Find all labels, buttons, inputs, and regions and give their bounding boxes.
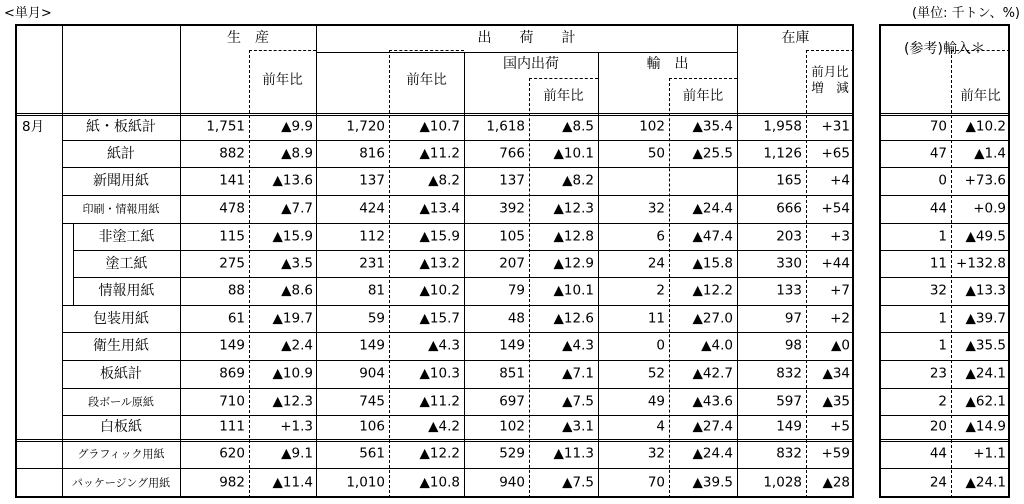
row-label: 白板紙 bbox=[100, 419, 142, 435]
cell-prod-yoy: ▲7.7 bbox=[281, 200, 313, 217]
cell-ship-yoy: ▲13.4 bbox=[419, 200, 460, 217]
cell-inv: 98 bbox=[784, 337, 802, 354]
table-row bbox=[0, 415, 1024, 439]
cell-exp-yoy: ▲42.7 bbox=[692, 365, 733, 382]
cell-prod-yoy: ▲19.7 bbox=[272, 309, 313, 326]
row-label: 板紙計 bbox=[100, 366, 142, 382]
cell-dom: 697 bbox=[499, 392, 525, 409]
cell-imp-yoy: ▲10.2 bbox=[965, 117, 1006, 134]
cell-prod: 88 bbox=[227, 282, 245, 299]
cell-inv-chg: +3 bbox=[830, 227, 850, 244]
cell-exp: 11 bbox=[647, 309, 665, 326]
cell-exp-yoy: ▲43.6 bbox=[692, 392, 733, 409]
row-label: 衛生用紙 bbox=[93, 338, 149, 354]
cell-inv-chg: +7 bbox=[830, 282, 850, 299]
cell-ship: 1,010 bbox=[346, 474, 385, 491]
cell-inv-chg: +5 bbox=[830, 418, 850, 435]
cell-dom: 137 bbox=[499, 172, 525, 189]
cell-dom: 940 bbox=[499, 474, 525, 491]
header-domestic-yoy: 前年比 bbox=[543, 88, 584, 104]
cell-dom: 149 bbox=[499, 337, 525, 354]
cell-dom-yoy: ▲8.2 bbox=[562, 172, 594, 189]
cell-dom: 105 bbox=[499, 227, 525, 244]
cell-imp: 20 bbox=[929, 418, 947, 435]
table-row bbox=[0, 360, 1024, 388]
header-production: 生 産 bbox=[227, 30, 269, 46]
cell-prod-yoy: ▲15.9 bbox=[272, 227, 313, 244]
cell-ship-yoy: ▲15.7 bbox=[419, 309, 460, 326]
cell-exp-yoy: ▲25.5 bbox=[692, 144, 733, 161]
cell-dom-yoy: ▲7.5 bbox=[562, 392, 594, 409]
cell-prod-yoy: ▲9.1 bbox=[281, 444, 313, 461]
cell-ship: 149 bbox=[359, 337, 385, 354]
cell-inv-chg: ▲0 bbox=[831, 337, 850, 354]
cell-exp: 70 bbox=[647, 474, 665, 491]
cell-imp: 24 bbox=[929, 474, 947, 491]
cell-ship: 81 bbox=[367, 282, 385, 299]
cell-prod: 115 bbox=[219, 227, 245, 244]
cell-ship: 1,720 bbox=[346, 117, 385, 134]
cell-dom-yoy: ▲4.3 bbox=[562, 337, 594, 354]
header-domestic-shipments: 国内出荷 bbox=[503, 56, 559, 72]
cell-inv-chg: +65 bbox=[821, 144, 850, 161]
cell-dom-yoy: ▲12.8 bbox=[553, 227, 594, 244]
cell-prod: 710 bbox=[219, 392, 245, 409]
cell-dom: 766 bbox=[499, 144, 525, 161]
table-row bbox=[0, 277, 1024, 305]
cell-exp: 0 bbox=[656, 337, 665, 354]
cell-inv: 666 bbox=[776, 200, 802, 217]
cell-prod: 478 bbox=[219, 200, 245, 217]
cell-imp: 47 bbox=[929, 144, 947, 161]
cell-exp-yoy: ▲24.4 bbox=[692, 200, 733, 217]
cell-exp: 102 bbox=[639, 117, 665, 134]
cell-inv-chg: +54 bbox=[821, 200, 850, 217]
cell-ship: 231 bbox=[359, 254, 385, 271]
cell-ship-yoy: ▲13.2 bbox=[419, 254, 460, 271]
cell-prod-yoy: ▲12.3 bbox=[272, 392, 313, 409]
cell-inv: 1,126 bbox=[763, 144, 802, 161]
table-row bbox=[0, 223, 1024, 250]
cell-ship-yoy: ▲4.3 bbox=[428, 337, 460, 354]
cell-ship: 59 bbox=[367, 309, 385, 326]
cell-imp: 32 bbox=[929, 282, 947, 299]
cell-imp-yoy: +132.8 bbox=[956, 254, 1006, 271]
cell-dom-yoy: ▲3.1 bbox=[562, 418, 594, 435]
cell-exp-yoy: ▲24.4 bbox=[692, 444, 733, 461]
cell-imp-yoy: +73.6 bbox=[964, 172, 1006, 189]
cell-imp-yoy: +1.1 bbox=[973, 444, 1006, 461]
caption-monthly: <単月> bbox=[4, 6, 52, 21]
row-label: 塗工紙 bbox=[105, 255, 148, 272]
cell-ship-yoy: ▲10.3 bbox=[419, 365, 460, 382]
cell-exp-yoy: ▲39.5 bbox=[692, 474, 733, 491]
cell-dom-yoy: ▲11.3 bbox=[553, 444, 594, 461]
table-row bbox=[0, 140, 1024, 167]
cell-exp-yoy: ▲15.8 bbox=[692, 254, 733, 271]
cell-inv: 597 bbox=[776, 392, 802, 409]
cell-exp: 32 bbox=[647, 200, 665, 217]
cell-dom: 207 bbox=[499, 254, 525, 271]
table-row bbox=[0, 439, 1024, 468]
cell-prod-yoy: ▲13.6 bbox=[272, 172, 313, 189]
row-label: 紙計 bbox=[107, 145, 135, 162]
cell-exp-yoy: ▲35.4 bbox=[692, 117, 733, 134]
cell-imp-yoy: ▲13.3 bbox=[965, 282, 1006, 299]
cell-ship-yoy: ▲4.2 bbox=[428, 418, 460, 435]
cell-dom-yoy: ▲7.1 bbox=[562, 365, 594, 382]
cell-inv-chg: ▲28 bbox=[822, 474, 850, 491]
cell-imp-yoy: ▲1.4 bbox=[974, 144, 1006, 161]
cell-imp: 11 bbox=[929, 254, 947, 271]
cell-exp: 50 bbox=[647, 144, 665, 161]
cell-imp: 23 bbox=[929, 365, 947, 382]
row-label: 印刷・情報用紙 bbox=[82, 202, 160, 216]
cell-ship: 745 bbox=[359, 392, 385, 409]
cell-prod: 982 bbox=[219, 474, 245, 491]
cell-ship: 424 bbox=[359, 200, 385, 217]
cell-ship-yoy: ▲11.2 bbox=[419, 144, 460, 161]
cell-imp-yoy: +0.9 bbox=[973, 200, 1006, 217]
cell-inv: 330 bbox=[776, 254, 802, 271]
cell-ship-yoy: ▲10.8 bbox=[419, 474, 460, 491]
table-row bbox=[0, 468, 1024, 498]
cell-prod: 111 bbox=[219, 418, 245, 435]
cell-inv: 832 bbox=[776, 365, 802, 382]
cell-imp: 70 bbox=[929, 117, 947, 134]
table-row bbox=[0, 250, 1024, 277]
cell-ship: 137 bbox=[359, 172, 385, 189]
cell-ship: 904 bbox=[359, 365, 385, 382]
cell-imp: 1 bbox=[938, 227, 947, 244]
cell-imp: 2 bbox=[938, 392, 947, 409]
table-row bbox=[0, 167, 1024, 195]
header-imports-yoy: 前年比 bbox=[960, 88, 1001, 104]
cell-ship-yoy: ▲8.2 bbox=[428, 172, 460, 189]
cell-ship-yoy: ▲15.9 bbox=[419, 227, 460, 244]
cell-dom-yoy: ▲10.1 bbox=[553, 282, 594, 299]
cell-prod: 275 bbox=[219, 254, 245, 271]
cell-exp: 49 bbox=[647, 392, 665, 409]
cell-inv: 97 bbox=[784, 309, 802, 326]
row-label: 段ボール原紙 bbox=[88, 395, 154, 408]
cell-exp-yoy: ▲4.0 bbox=[701, 337, 733, 354]
cell-exp: 24 bbox=[647, 254, 665, 271]
caption-unit: (単位: 千トン、%) bbox=[912, 6, 1020, 21]
cell-dom: 392 bbox=[499, 200, 525, 217]
cell-prod-yoy: ▲9.9 bbox=[281, 117, 313, 134]
cell-inv: 203 bbox=[776, 227, 802, 244]
header-inventory-change-2: 増 減 bbox=[811, 80, 849, 95]
cell-dom-yoy: ▲12.9 bbox=[553, 254, 594, 271]
cell-prod-yoy: ▲11.4 bbox=[272, 474, 313, 491]
cell-dom-yoy: ▲12.6 bbox=[553, 309, 594, 326]
cell-prod: 869 bbox=[219, 365, 245, 382]
table-row bbox=[0, 332, 1024, 360]
cell-imp: 1 bbox=[938, 337, 947, 354]
row-label: パッケージング用紙 bbox=[71, 476, 171, 490]
cell-inv: 832 bbox=[776, 444, 802, 461]
cell-inv-chg: +31 bbox=[821, 117, 850, 134]
table-row bbox=[0, 195, 1024, 223]
cell-exp-yoy: ▲27.4 bbox=[692, 418, 733, 435]
cell-ship: 561 bbox=[359, 444, 385, 461]
header-production-yoy: 前年比 bbox=[262, 72, 303, 88]
cell-dom-yoy: ▲8.5 bbox=[562, 117, 594, 134]
cell-exp: 6 bbox=[656, 227, 665, 244]
header-exports-yoy: 前年比 bbox=[682, 88, 724, 104]
cell-imp-yoy: ▲24.1 bbox=[965, 365, 1006, 382]
cell-ship: 112 bbox=[359, 227, 385, 244]
cell-inv: 133 bbox=[776, 282, 802, 299]
cell-dom: 529 bbox=[499, 444, 525, 461]
cell-inv: 1,958 bbox=[763, 117, 802, 134]
row-label: 新聞用紙 bbox=[93, 173, 149, 189]
header-inventory-change: 前月比 bbox=[811, 64, 849, 79]
cell-ship: 106 bbox=[359, 418, 385, 435]
cell-ship-yoy: ▲10.7 bbox=[419, 117, 460, 134]
cell-prod: 1,751 bbox=[206, 117, 245, 134]
cell-prod-yoy: ▲10.9 bbox=[272, 365, 313, 382]
cell-imp-yoy: ▲14.9 bbox=[965, 418, 1006, 435]
cell-inv: 149 bbox=[776, 418, 802, 435]
cell-inv-chg: ▲35 bbox=[822, 392, 850, 409]
cell-prod-yoy: ▲3.5 bbox=[281, 254, 313, 271]
cell-imp: 1 bbox=[938, 309, 947, 326]
cell-ship-yoy: ▲10.2 bbox=[419, 282, 460, 299]
header-exports: 輸 出 bbox=[646, 56, 689, 72]
cell-exp: 2 bbox=[656, 282, 665, 299]
cell-exp-yoy: ▲27.0 bbox=[692, 309, 733, 326]
cell-dom: 79 bbox=[507, 282, 525, 299]
cell-dom: 1,618 bbox=[486, 117, 525, 134]
cell-prod: 61 bbox=[227, 309, 245, 326]
cell-prod: 141 bbox=[219, 172, 245, 189]
row-label: グラフィック用紙 bbox=[77, 447, 165, 460]
header-shipments-yoy: 前年比 bbox=[406, 72, 447, 88]
cell-ship-yoy: ▲11.2 bbox=[419, 392, 460, 409]
cell-imp: 0 bbox=[938, 172, 947, 189]
cell-inv-chg: +4 bbox=[830, 172, 850, 189]
cell-exp-yoy: ▲12.2 bbox=[692, 282, 733, 299]
cell-dom: 102 bbox=[499, 418, 525, 435]
cell-dom-yoy: ▲12.3 bbox=[553, 200, 594, 217]
cell-inv-chg: +44 bbox=[821, 254, 850, 271]
row-label: 包装用紙 bbox=[93, 310, 149, 327]
cell-exp: 52 bbox=[647, 365, 665, 382]
cell-prod: 620 bbox=[219, 444, 245, 461]
table-row bbox=[0, 388, 1024, 415]
cell-prod: 882 bbox=[219, 144, 245, 161]
cell-imp: 44 bbox=[929, 444, 947, 461]
month-label: 8月 bbox=[22, 119, 45, 135]
cell-imp-yoy: ▲39.7 bbox=[965, 309, 1006, 326]
cell-dom-yoy: ▲10.1 bbox=[553, 144, 594, 161]
cell-inv-chg: +2 bbox=[830, 309, 850, 326]
cell-dom: 48 bbox=[507, 309, 525, 326]
cell-ship-yoy: ▲12.2 bbox=[419, 444, 460, 461]
cell-prod-yoy: ▲8.6 bbox=[281, 282, 313, 299]
cell-prod-yoy: ▲2.4 bbox=[281, 337, 313, 354]
cell-dom: 851 bbox=[499, 365, 525, 382]
cell-exp: 32 bbox=[647, 444, 665, 461]
cell-inv-chg: +59 bbox=[821, 444, 850, 461]
cell-prod: 149 bbox=[219, 337, 245, 354]
row-label: 情報用紙 bbox=[98, 283, 155, 299]
cell-exp: 4 bbox=[656, 418, 665, 435]
cell-imp: 44 bbox=[929, 200, 947, 217]
cell-imp-yoy: ▲49.5 bbox=[965, 227, 1006, 244]
table-row bbox=[0, 305, 1024, 332]
cell-inv-chg: ▲34 bbox=[822, 365, 850, 382]
cell-imp-yoy: ▲24.1 bbox=[965, 474, 1006, 491]
cell-dom-yoy: ▲7.5 bbox=[562, 474, 594, 491]
cell-exp-yoy: ▲47.4 bbox=[692, 227, 733, 244]
header-imports: (参考)輸入＊ bbox=[904, 41, 985, 57]
cell-inv: 165 bbox=[776, 172, 802, 189]
header-shipments-total: 出 荷 計 bbox=[477, 30, 576, 46]
cell-ship: 816 bbox=[359, 144, 385, 161]
header-inventory: 在庫 bbox=[781, 30, 810, 46]
cell-imp-yoy: ▲62.1 bbox=[965, 392, 1006, 409]
table-row bbox=[0, 113, 1024, 140]
cell-imp-yoy: ▲35.5 bbox=[965, 337, 1006, 354]
row-label: 非塗工紙 bbox=[98, 228, 155, 245]
row-label: 紙・板紙計 bbox=[86, 118, 156, 135]
cell-inv: 1,028 bbox=[763, 474, 802, 491]
cell-prod-yoy: ▲8.9 bbox=[281, 144, 313, 161]
cell-prod-yoy: +1.3 bbox=[280, 418, 313, 435]
